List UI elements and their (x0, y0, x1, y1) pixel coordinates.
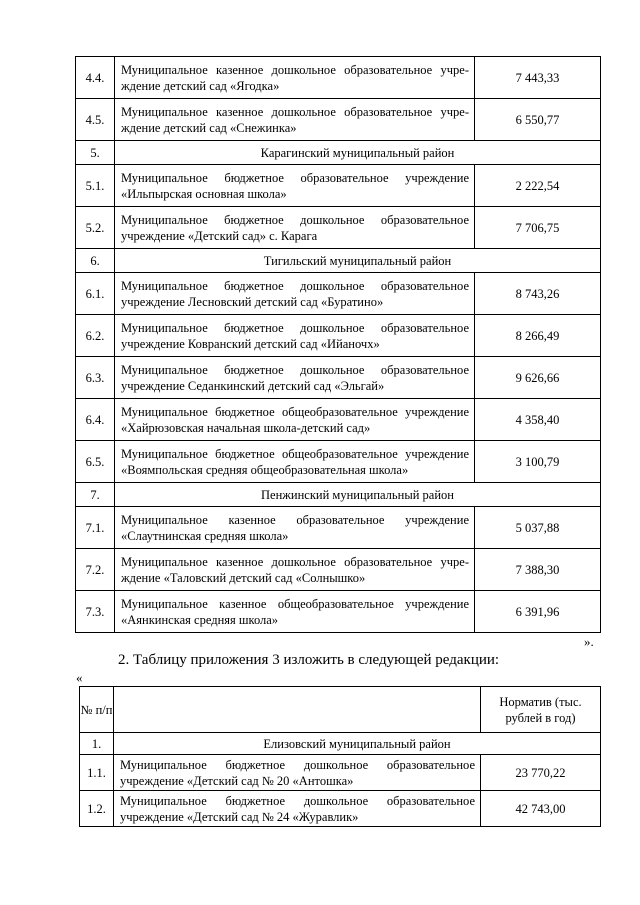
table-row (76, 315, 601, 357)
normative-value: 9 626,66 (475, 357, 601, 399)
header-normative: Норматив (тыс. рублей в год) (481, 687, 601, 733)
institution-name: Муниципальное казенное образовательное учреждение «Слаутнинская средняя школа» (115, 507, 475, 549)
section-number: 6. (76, 249, 115, 273)
row-number: 6.2. (76, 315, 115, 357)
row-number: 6.4. (76, 399, 115, 441)
institution-name: Муниципальное бюджетное дошкольное образовательное учреждение «Детский сад № 24 «Журавлик» (114, 791, 481, 827)
table-row (76, 591, 601, 633)
normative-value: 6 391,96 (475, 591, 601, 633)
row-number: 6.1. (76, 273, 115, 315)
normative-value: 23 770,22 (481, 755, 601, 791)
institution-name: Муниципальное бюджетное дошкольное образовательное учреждение Ковранский детский сад «Ийаночх» (115, 315, 475, 357)
table-row (80, 755, 601, 791)
institution-name: Муниципальное бюджетное общеобразовательное учреждение «Хайрюзовская начальная школа-детский сад» (115, 399, 475, 441)
institution-name: Муниципальное казенное общеобразовательное учреждение «Аянкинская средняя школа» (115, 591, 475, 633)
normative-value: 3 100,79 (475, 441, 601, 483)
table-row (76, 273, 601, 315)
row-number: 7.3. (76, 591, 115, 633)
section-row (76, 141, 601, 165)
section-title: Елизовский муниципальный район (114, 733, 601, 755)
institution-name: Муниципальное казенное дошкольное образовательное учре-ждение детский сад «Снежинка» (115, 99, 475, 141)
section-title: Карагинский муниципальный район (115, 141, 601, 165)
section-number: 1. (80, 733, 114, 755)
closing-quote: ». (584, 634, 594, 649)
row-number: 1.2. (80, 791, 114, 827)
normative-value: 7 388,30 (475, 549, 601, 591)
table-row (76, 99, 601, 141)
section-title: Тигильский муниципальный район (115, 249, 601, 273)
normative-value: 8 743,26 (475, 273, 601, 315)
normative-value: 7 443,33 (475, 57, 601, 99)
institution-name: Муниципальное бюджетное дошкольное образовательное учреждение «Детский сад № 20 «Антошка» (114, 755, 481, 791)
table-row (76, 507, 601, 549)
table-row (76, 549, 601, 591)
section-number: 5. (76, 141, 115, 165)
table-row (76, 399, 601, 441)
institution-name: Муниципальное бюджетное дошкольное образовательное учреждение «Детский сад» с. Карага (115, 207, 475, 249)
institution-name: Муниципальное казенное дошкольное образовательное учре-ждение детский сад «Ягодка» (115, 57, 475, 99)
normative-value: 4 358,40 (475, 399, 601, 441)
row-number: 4.4. (76, 57, 115, 99)
table-row (76, 357, 601, 399)
row-number: 4.5. (76, 99, 115, 141)
table-row (80, 791, 601, 827)
section-number: 7. (76, 483, 115, 507)
row-number: 7.1. (76, 507, 115, 549)
institution-name: Муниципальное бюджетное общеобразовательное учреждение «Воямпольская средняя общеобразовательная школа» (115, 441, 475, 483)
normative-value: 8 266,49 (475, 315, 601, 357)
section-row (80, 733, 601, 755)
table-row (76, 57, 601, 99)
table-row (76, 207, 601, 249)
amendment-paragraph: 2. Таблицу приложения 3 изложить в следующей редакции: (118, 652, 500, 668)
normative-value: 7 706,75 (475, 207, 601, 249)
table-row (76, 165, 601, 207)
section-row (76, 483, 601, 507)
opening-quote: « (76, 670, 83, 685)
appendix-3-table (79, 686, 601, 827)
table-row (76, 441, 601, 483)
section-row (76, 249, 601, 273)
row-number: 6.5. (76, 441, 115, 483)
institution-name: Муниципальное бюджетное дошкольное образовательное учреждение Лесновский детский сад «Буратино» (115, 273, 475, 315)
row-number: 5.2. (76, 207, 115, 249)
table-header-row (80, 687, 601, 733)
row-number: 1.1. (80, 755, 114, 791)
normative-value: 5 037,88 (475, 507, 601, 549)
institution-name: Муниципальное бюджетное образовательное учреждение «Ильпырская основная школа» (115, 165, 475, 207)
header-name (114, 687, 481, 733)
row-number: 7.2. (76, 549, 115, 591)
normative-table-continued (75, 56, 601, 633)
institution-name: Муниципальное казенное дошкольное образовательное учре-ждение «Таловский детский сад «Солнышко» (115, 549, 475, 591)
section-title: Пенжинский муниципальный район (115, 483, 601, 507)
normative-value: 42 743,00 (481, 791, 601, 827)
header-number: № п/п (80, 687, 114, 733)
normative-value: 2 222,54 (475, 165, 601, 207)
row-number: 5.1. (76, 165, 115, 207)
row-number: 6.3. (76, 357, 115, 399)
institution-name: Муниципальное бюджетное дошкольное образовательное учреждение Седанкинский детский сад «Эльгай» (115, 357, 475, 399)
normative-value: 6 550,77 (475, 99, 601, 141)
